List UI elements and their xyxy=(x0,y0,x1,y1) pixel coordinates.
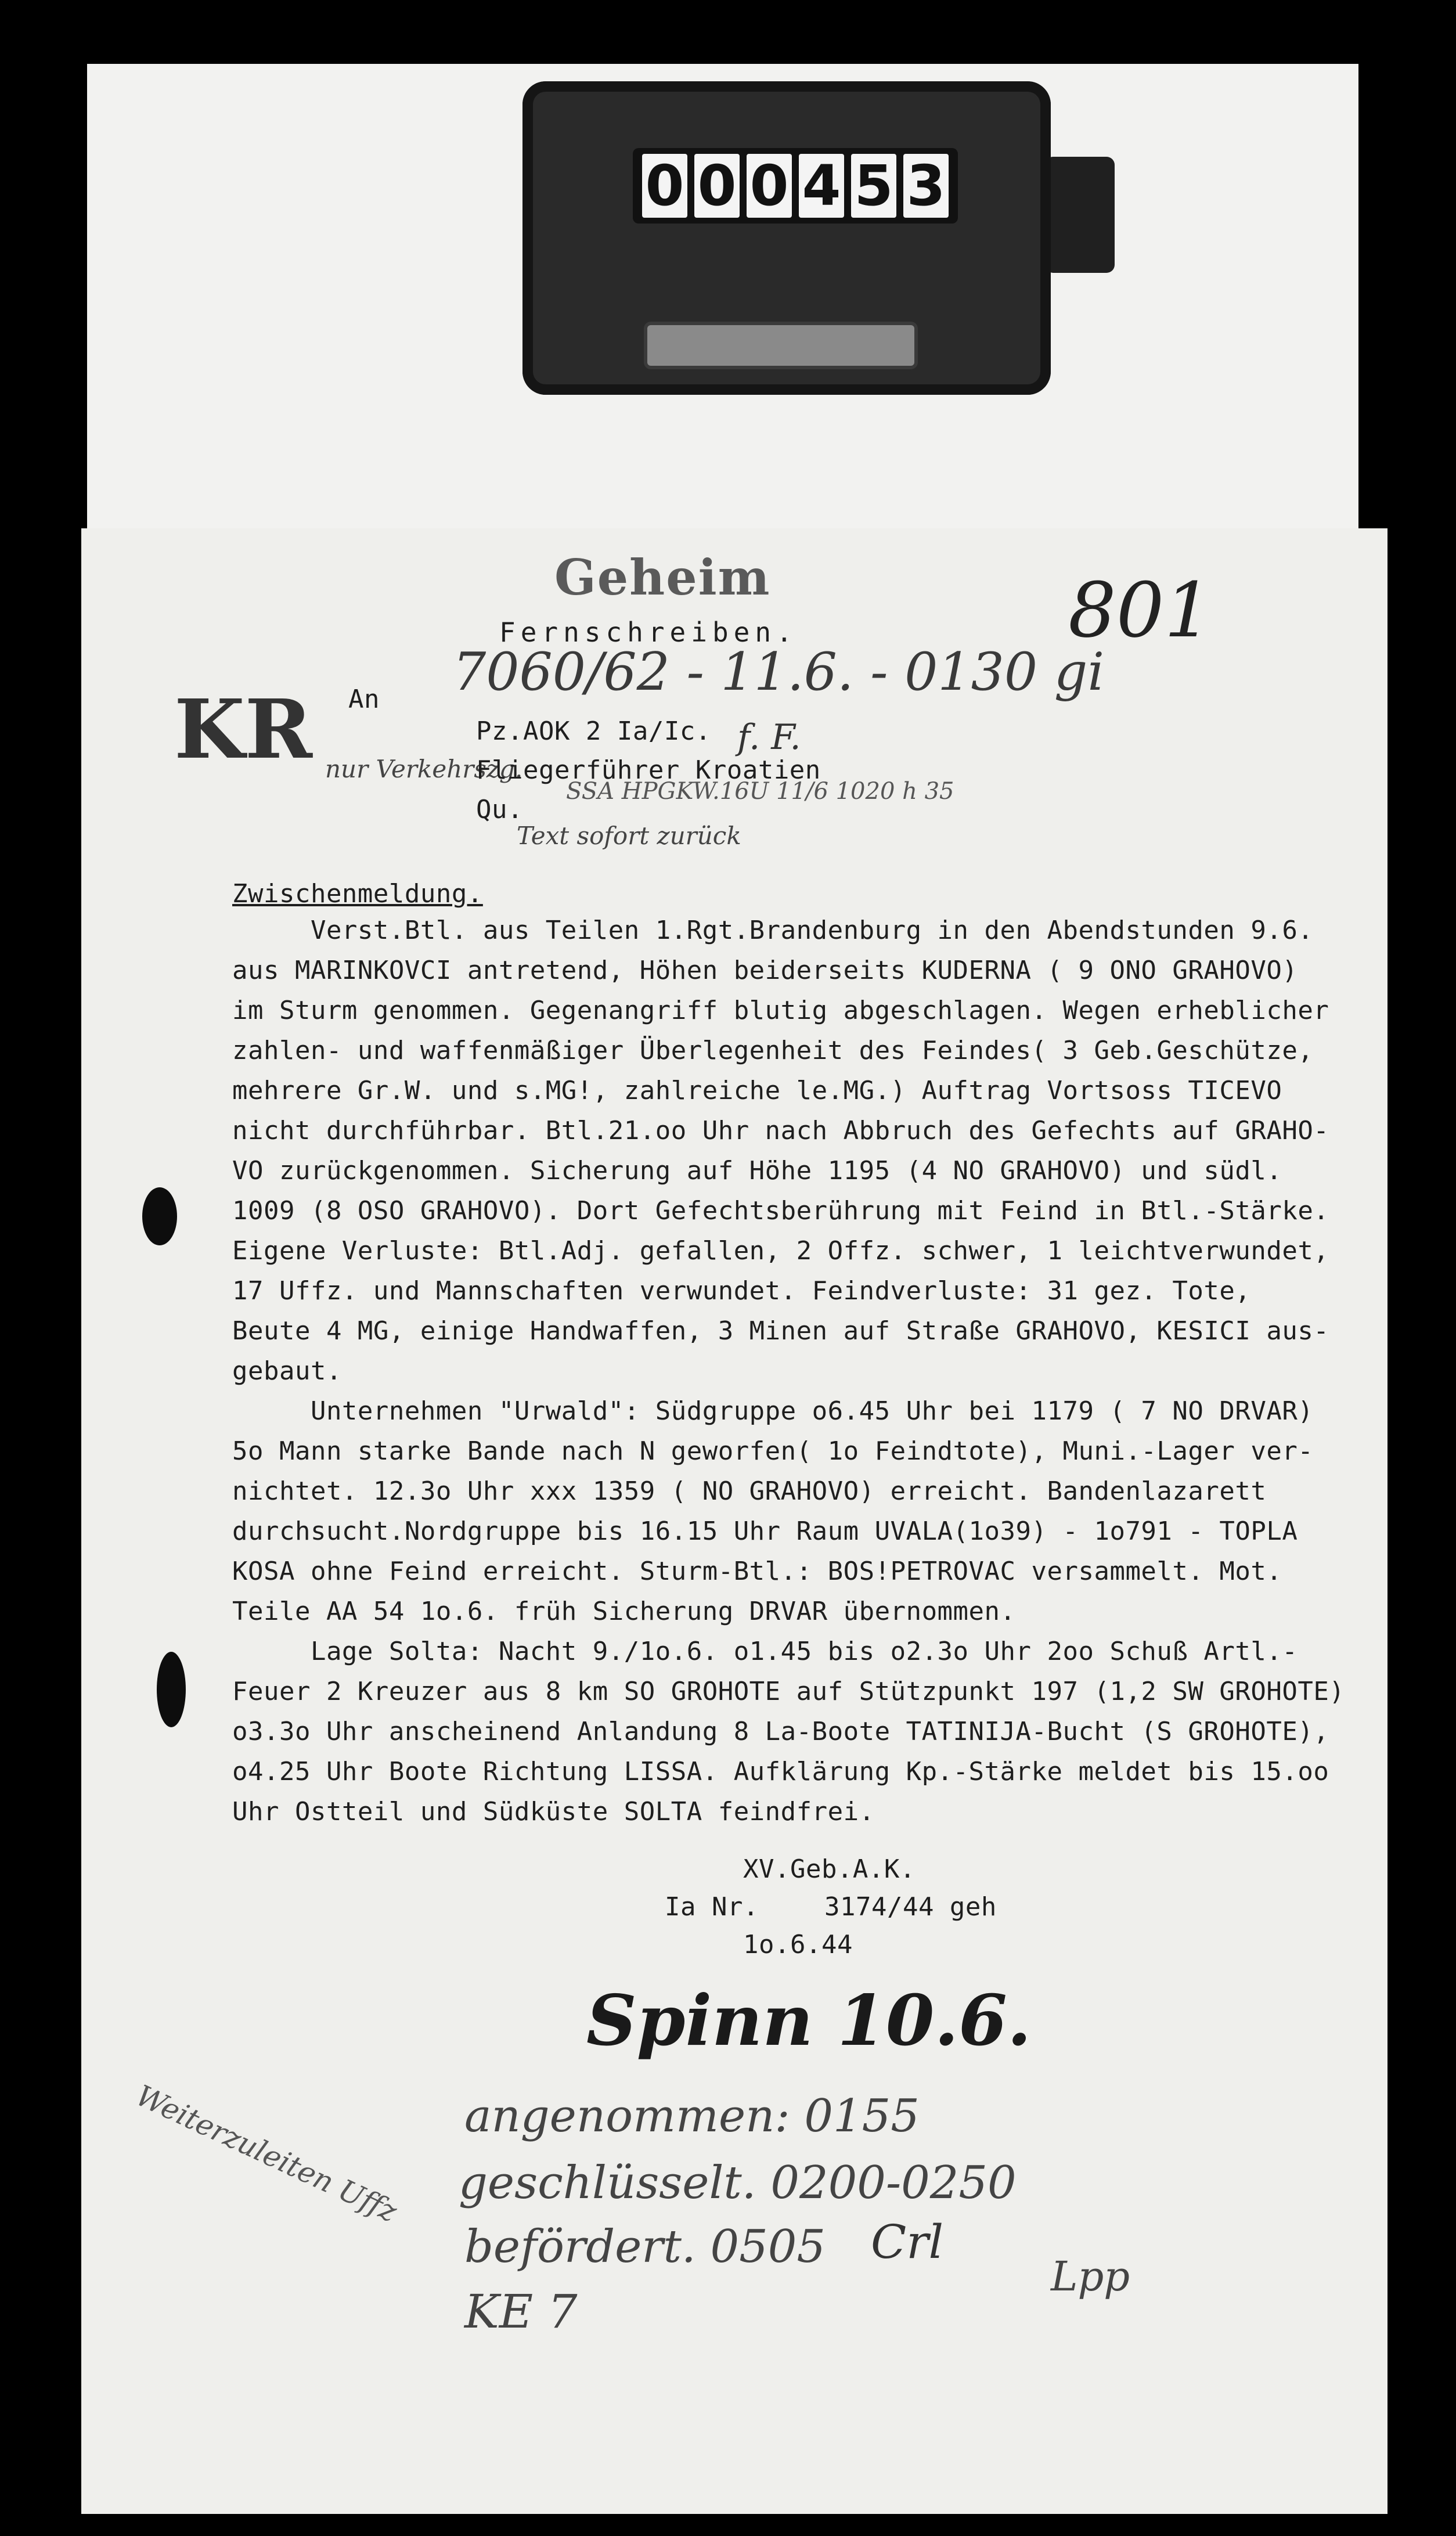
reference-number: 3174/44 geh xyxy=(824,1892,997,1922)
forwarded-note: befördert. 0505 xyxy=(464,2221,826,2273)
punch-hole-bottom xyxy=(157,1652,186,1727)
body-line: gebaut. xyxy=(232,1356,342,1386)
message-number-handwritten: 7060/62 - 11.6. - 0130 gi xyxy=(453,642,1105,703)
counter-window xyxy=(633,148,958,224)
body-line: aus MARINKOVCI antretend, Höhen beiderseits KUDERNA ( 9 ONO GRAHOVO) xyxy=(232,956,1298,985)
body-line: o3.3o Uhr anscheinend Anlandung 8 La-Boote TATINIJA-Bucht (S GROHOTE), xyxy=(232,1717,1329,1746)
signature-date: 1o.6.44 xyxy=(743,1930,853,1959)
code-note: KE 7 xyxy=(464,2285,578,2339)
body-line: Lage Solta: Nacht 9./1o.6. o1.45 bis o2.3o Uhr 2oo Schuß Artl.- xyxy=(232,1637,1298,1666)
secret-stamp: Geheim xyxy=(554,549,771,606)
corner-handwritten-number: 801 xyxy=(1068,566,1213,654)
counter-digit: 0 xyxy=(642,154,687,218)
body-line: 1009 (8 OSO GRAHOVO). Dort Gefechtsberührung mit Feind in Btl.-Stärke. xyxy=(232,1196,1329,1226)
unit-designation: XV.Geb.A.K. xyxy=(743,1854,916,1884)
recipient-label: An xyxy=(348,685,380,714)
handwritten-routing-line: SSA HPGKW.16U 11/6 1020 h 35 xyxy=(566,778,954,805)
body-line: Verst.Btl. aus Teilen 1.Rgt.Brandenburg in den Abendstunden 9.6. xyxy=(232,916,1314,945)
counter-digit: 0 xyxy=(694,154,740,218)
document-type: Fernschreiben. xyxy=(499,617,798,648)
body-line: Teile AA 54 1o.6. früh Sicherung DRVAR übernommen. xyxy=(232,1597,1016,1626)
body-line: Feuer 2 Kreuzer aus 8 km SO GROHOTE auf Stützpunkt 197 (1,2 SW GROHOTE) xyxy=(232,1677,1345,1706)
closing-initials: Lpp xyxy=(1051,2253,1130,2300)
counter-nameplate xyxy=(647,325,914,366)
body-line: 17 Uffz. und Mannschaften verwundet. Feindverluste: 31 gez. Tote, xyxy=(232,1276,1251,1306)
body-line: Unternehmen "Urwald": Südgruppe o6.45 Uhr bei 1179 ( 7 NO DRVAR) xyxy=(232,1396,1314,1426)
counter-digit: 4 xyxy=(799,154,844,218)
counter-knob xyxy=(1045,157,1115,273)
margin-routing-note: nur Verkehrszg. xyxy=(325,755,523,783)
body-line: mehrere Gr.W. und s.MG!, zahlreiche le.MG.) Auftrag Vortsoss TICEVO xyxy=(232,1076,1282,1105)
handwritten-return-note: Text sofort zurück xyxy=(517,822,741,850)
body-line: nichtet. 12.3o Uhr xxx 1359 ( NO GRAHOVO) erreicht. Bandenlazarett xyxy=(232,1476,1267,1506)
handwritten-initials-mark: f. F. xyxy=(737,717,801,758)
recipient-line: Fliegerführer Kroatien xyxy=(476,755,821,785)
encrypted-note: geschlüsselt. 0200-0250 xyxy=(459,2157,1017,2209)
counter-digit: 0 xyxy=(747,154,792,218)
body-line: nicht durchführbar. Btl.21.oo Uhr nach Abbruch des Gefechts auf GRAHO- xyxy=(232,1116,1329,1145)
body-line: VO zurückgenommen. Sicherung auf Höhe 1195 (4 NO GRAHOVO) und südl. xyxy=(232,1156,1282,1186)
body-line: Beute 4 MG, einige Handwaffen, 3 Minen auf Straße GRAHOVO, KESICI aus- xyxy=(232,1316,1329,1346)
body-line: KOSA ohne Feind erreicht. Sturm-Btl.: BOS!PETROVAC versammelt. Mot. xyxy=(232,1557,1282,1586)
counter-digit: 3 xyxy=(903,154,949,218)
body-line: durchsucht.Nordgruppe bis 16.15 Uhr Raum UVALA(1o39) - 1o791 - TOPLA xyxy=(232,1516,1298,1546)
body-line: im Sturm genommen. Gegenangriff blutig abgeschlagen. Wegen erheblicher xyxy=(232,996,1329,1025)
margin-kr-mark: KR xyxy=(174,682,313,777)
forwarded-initials: Crl xyxy=(871,2215,944,2269)
reference-label: Ia Nr. xyxy=(665,1892,759,1922)
section-heading: Zwischenmeldung. xyxy=(232,879,483,909)
qu-line: Qu. xyxy=(476,795,523,824)
punch-hole-top xyxy=(142,1187,177,1245)
body-line: Eigene Verluste: Btl.Adj. gefallen, 2 Offz. schwer, 1 leichtverwundet, xyxy=(232,1236,1329,1266)
counter-digit: 5 xyxy=(851,154,896,218)
margin-side-note: Weiterzuleiten Uffz xyxy=(131,2078,402,2229)
handwritten-signature: Spinn 10.6. xyxy=(586,1980,1032,2062)
body-line: zahlen- und waffenmäßiger Überlegenheit des Feindes( 3 Geb.Geschütze, xyxy=(232,1036,1314,1065)
body-line: 5o Mann starke Bande nach N geworfen( 1o Feindtote), Muni.-Lager ver- xyxy=(232,1436,1314,1466)
received-note: angenommen: 0155 xyxy=(464,2090,920,2142)
body-line: Uhr Ostteil und Südküste SOLTA feindfrei. xyxy=(232,1797,875,1827)
recipient-line: Pz.AOK 2 Ia/Ic. xyxy=(476,716,711,746)
body-line: o4.25 Uhr Boote Richtung LISSA. Aufklärung Kp.-Stärke meldet bis 15.oo xyxy=(232,1757,1329,1786)
